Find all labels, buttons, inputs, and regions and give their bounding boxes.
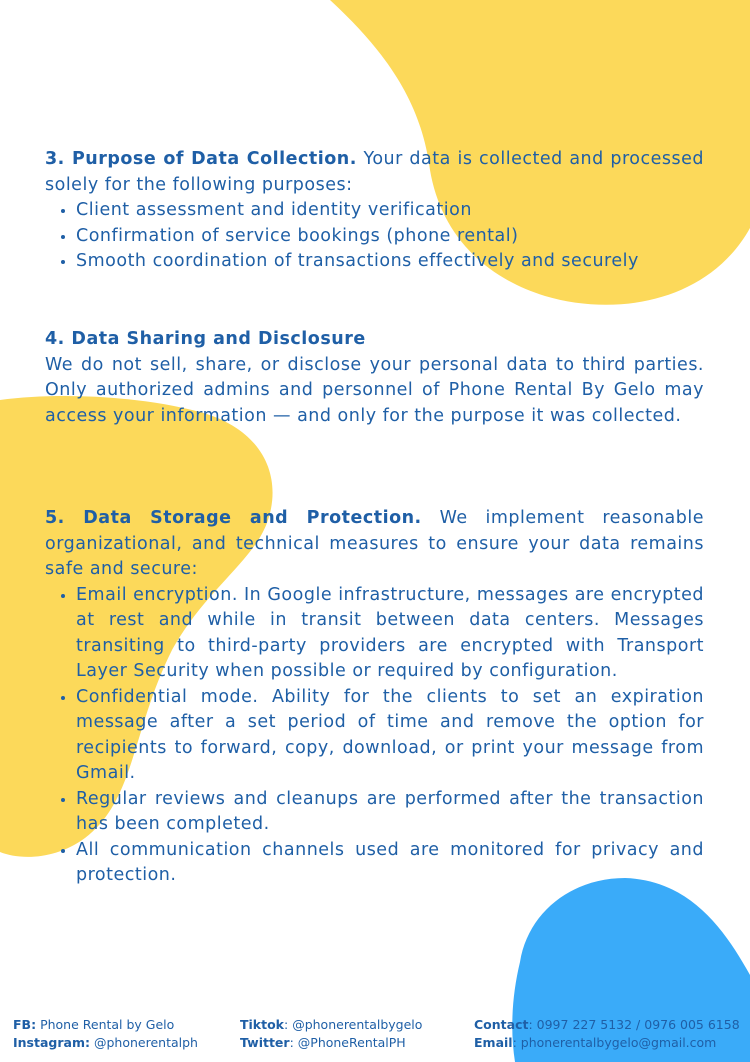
section-4-heading: 4. Data Sharing and Disclosure [45, 329, 366, 349]
tiktok-label: Tiktok [240, 1017, 285, 1032]
section-5-heading: 5. Data Storage and Protection. [45, 508, 422, 528]
email-label: Email [474, 1034, 513, 1050]
instagram-value[interactable]: @phonerentalph [93, 1034, 198, 1050]
footer-tiktok [240, 1016, 422, 1034]
twitter-value[interactable]: : @PhoneRentalPH [289, 1034, 406, 1050]
fb-label: FB: [13, 1017, 37, 1032]
protection-list [45, 583, 704, 889]
tiktok-value[interactable]: : @phonerentalbygelo [284, 1017, 423, 1032]
list-item: • Confirmation of service bookings (phone rental) [76, 224, 704, 250]
footer-twitter [240, 1034, 422, 1052]
list-item: • Smooth coordination of transactions effectively and securely [76, 249, 704, 275]
list-item: • Regular reviews and cleanups are performed after the transaction has been completed. [76, 787, 704, 838]
fb-value[interactable]: Phone Rental by Gelo [40, 1017, 175, 1032]
section-sharing [45, 327, 704, 429]
contact-label: Contact [474, 1017, 529, 1032]
section-storage [45, 506, 704, 889]
footer [0, 1016, 750, 1056]
footer-facebook [13, 1016, 198, 1034]
email-value[interactable]: : phonerentalbygelo@gmail.com [512, 1034, 717, 1050]
section-5-intro-text: We implement reasonable organizational, and technical measures to ensure your data remains safe and secure: [45, 508, 704, 579]
section-3-heading: 3. Purpose of Data Collection. [45, 149, 357, 169]
section-purpose [45, 147, 704, 275]
section-4-body: We do not sell, share, or disclose your personal data to third parties. Only authorized admins and personnel of Phone Rental By Gelo may access your information — and only for the purpose it was collected. [45, 354, 704, 426]
footer-contact [474, 1016, 740, 1034]
section-5-intro [45, 506, 704, 583]
twitter-label: Twitter [240, 1034, 290, 1050]
list-item: • Confidential mode. Ability for the clients to set an expiration message after a set period of time and remove the option for recipients to forward, copy, download, or print your message from Gmail. [76, 685, 704, 787]
footer-instagram [13, 1034, 198, 1052]
footer-email [474, 1034, 740, 1052]
section-3-intro [45, 147, 704, 198]
section-3-intro-text: Your data is collected and processed solely for the following purposes: [45, 149, 704, 195]
list-item: • Client assessment and identity verification [76, 198, 704, 224]
contact-value[interactable]: : 0997 227 5132 / 0976 005 6158 [528, 1017, 740, 1032]
list-item: • All communication channels used are monitored for privacy and protection. [76, 838, 704, 889]
purpose-list [45, 198, 704, 275]
instagram-label: Instagram: [13, 1034, 90, 1050]
list-item: • Email encryption. In Google infrastructure, messages are encrypted at rest and while in transit between data centers. Messages transiting to third-party providers are encrypted with Transport Layer Security when possible or required by configuration. [76, 583, 704, 685]
footer-social-col-1 [13, 1016, 198, 1051]
footer-social-col-2 [240, 1016, 422, 1051]
footer-contact-col [474, 1016, 740, 1051]
